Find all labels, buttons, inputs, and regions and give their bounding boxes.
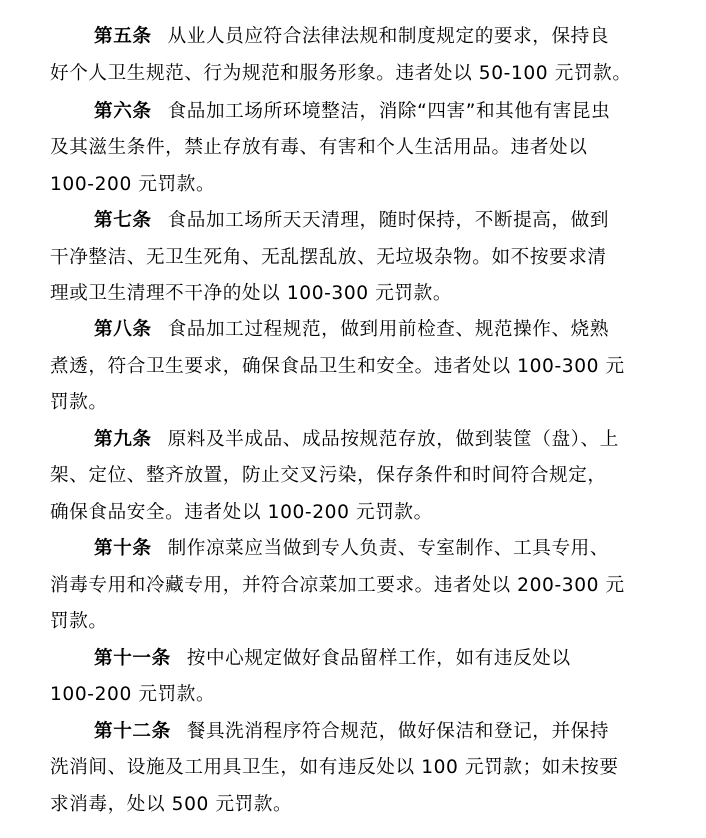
article-10-line-1 <box>94 534 609 564</box>
article-8-line-1 <box>94 315 609 345</box>
article-5-text-1: 从业人员应符合法律法规和制度规定的要求，保持良 <box>167 26 610 47</box>
article-6-heading: 第六条 <box>94 101 152 122</box>
article-7-line-2: 干净整洁、无卫生死角、无乱摆乱放、无垃圾杂物。如不按要求清 <box>50 247 607 268</box>
article-12-line-1 <box>94 717 609 747</box>
article-6-line-2: 及其滋生条件，禁止存放有毒、有害和个人生活用品。违者处以 <box>50 137 588 158</box>
article-9-line-2: 架、定位、整齐放置，防止交叉污染，保存条件和时间符合规定， <box>50 465 607 486</box>
article-5-line-2: 好个人卫生规范、行为规范和服务形象。违者处以 50-100 元罚款。 <box>50 63 632 84</box>
article-12-heading: 第十二条 <box>94 721 171 742</box>
article-8-line-2: 煮透，符合卫生要求，确保食品卫生和安全。违者处以 100-300 元 <box>50 356 625 377</box>
article-9-text-1: 原料及半成品、成品按规范存放，做到装筐（盘）、上 <box>167 429 619 450</box>
article-6-text-1: 食品加工场所环境整洁，消除“四害”和其他有害昆虫 <box>167 101 611 122</box>
article-7-line-3: 理或卫生清理不干净的处以 100-300 元罚款。 <box>50 283 453 304</box>
article-11-text-1: 按中心规定做好食品留样工作，如有违反处以 <box>186 648 571 669</box>
article-9-line-3: 确保食品安全。违者处以 100-200 元罚款。 <box>50 502 433 523</box>
article-9-line-1 <box>94 425 619 455</box>
article-6-line-3: 100-200 元罚款。 <box>50 174 216 195</box>
article-5-line-1 <box>94 22 609 52</box>
article-10-line-2: 消毒专用和冷藏专用，并符合凉菜加工要求。违者处以 200-300 元 <box>50 575 625 596</box>
article-8-line-3: 罚款。 <box>50 392 108 413</box>
article-9-heading: 第九条 <box>94 429 152 450</box>
article-7-text-1: 食品加工场所天天清理，随时保持，不断提高，做到 <box>167 210 610 231</box>
article-8-heading: 第八条 <box>94 319 152 340</box>
article-12-text-1: 餐具洗消程序符合规范，做好保洁和登记，并保持 <box>186 721 610 742</box>
article-6-line-1 <box>94 97 610 127</box>
article-8-text-1: 食品加工过程规范，做到用前检查、规范操作、烧熟 <box>167 319 610 340</box>
article-10-text-1: 制作凉菜应当做到专人负责、专室制作、工具专用、 <box>167 538 610 559</box>
article-11-heading: 第十一条 <box>94 648 171 669</box>
article-11-line-1 <box>94 644 571 674</box>
article-5-heading: 第五条 <box>94 26 152 47</box>
article-11-line-2: 100-200 元罚款。 <box>50 684 216 705</box>
article-7-heading: 第七条 <box>94 210 152 231</box>
article-10-line-3: 罚款。 <box>50 611 108 632</box>
article-12-line-3: 求消毒，处以 500 元罚款。 <box>50 794 293 815</box>
article-7-line-1 <box>94 206 609 236</box>
article-10-heading: 第十条 <box>94 538 152 559</box>
article-12-line-2: 洗消间、设施及工用具卫生，如有违反处以 100 元罚款；如未按要 <box>50 757 619 778</box>
